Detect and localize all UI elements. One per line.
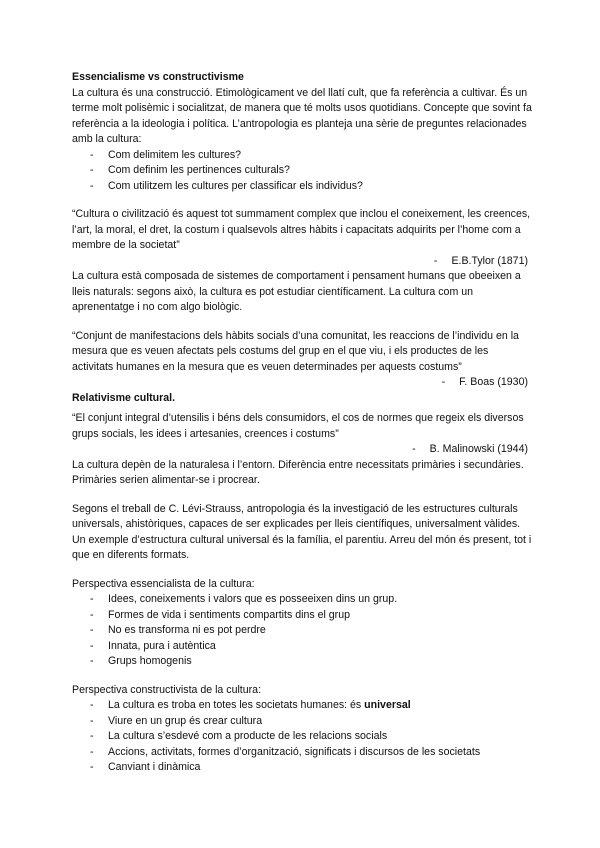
list-item: - La cultura es troba en totes les societats humanes: és universal [72, 698, 532, 714]
list-item: - Com delimitem les cultures? [72, 148, 532, 164]
list-item: - La cultura s’esdevé com a producte de les relacions socials [72, 729, 532, 745]
list-item: - Canviant i dinàmica [72, 760, 532, 776]
list-item: - No es transforma ni es pot perdre [72, 623, 532, 639]
intro-paragraph: La cultura és una construcció. Etimològicament ve del llatí cult, que fa referència a cultivar. És un terme molt polisèmic i socialitzat, de manera que té molts usos quotidians. Concepte que sovint fa referència a la ideologia i política. L’antropologia es planteja una sèrie de preguntes relacionades amb la cultura: [72, 86, 532, 145]
citation-malinowski: - B. Malinowski (1944) [412, 443, 528, 455]
list-item: - Accions, activitats, formes d’organització, significats i discursos de les societats [72, 745, 532, 761]
paragraph-natural-laws: La cultura està composada de sistemes de comportament i pensament humans que obeeixen a lleis naturals: segons això, la cultura es pot estudiar científicament. La cultura com un aprenentatge i no com algo biològic. [72, 270, 521, 313]
paragraph-family: Un exemple d’estructura cultural universal és la família, el parentiu. Arreu del món és present, tot i que en diferents formats. [72, 533, 532, 561]
quote-malinowski: “El conjunt integral d’utensilis i béns dels consumidors, el cos de normes que regeix els diversos grups socials, les idees i artesanies, creences i costums” [72, 412, 524, 440]
list-item: - Grups homogenis [72, 654, 532, 670]
list-item: - Formes de vida i sentiments compartits dins el grup [72, 608, 532, 624]
document-page [72, 70, 532, 776]
list-item: - Innata, pura i autèntica [72, 639, 532, 655]
list-item: - Idees, coneixements i valors que es posseeixen dins un grup. [72, 592, 532, 608]
constructivist-list [72, 698, 532, 776]
paragraph-environment: La cultura depèn de la naturalesa i l’entorn. Diferència entre necessitats primàries i secundàries. Primàries serien alimentar-se i procrear. [72, 458, 524, 486]
citation-boas: - F. Boas (1930) [441, 376, 528, 388]
paragraph-levi-strauss: Segons el treball de C. Lévi-Strauss, antropologia és la investigació de les estructures culturals universals, ahistòriques, capaces de ser explicades per lleis científiques, universalment vàlides. [72, 502, 521, 530]
essentialist-list [72, 592, 532, 670]
universal-emphasis: universal [364, 699, 411, 711]
essentialist-title: Perspectiva essencialista de la cultura: [72, 577, 255, 590]
section-heading-essentialism: Essencialisme vs constructivisme [72, 71, 244, 83]
citation-tylor: - E.B.Tylor (1871) [433, 254, 528, 267]
list-item: - Com definim les pertinences culturals? [72, 163, 532, 179]
questions-list [72, 148, 532, 195]
constructivist-title: Perspectiva constructivista de la cultura: [72, 683, 262, 696]
quote-boas: “Conjunt de manifestacions dels hàbits socials d’una comunitat, les reaccions de l’individu en la mesura que es veuen afectats pels costums del grup en el que viu, i els productes de les activitats humanes en la mesura que es veuen determinades per aquests costums” [72, 329, 519, 373]
list-item: - Com utilitzem les cultures per classificar els individus? [72, 179, 532, 195]
list-item: - Viure en un grup és crear cultura [72, 714, 532, 730]
quote-tylor: “Cultura o civilització és aquest tot summament complex que inclou el coneixement, les creences, l’art, la moral, el dret, la costum i qualsevols altres hàbits i capacitats adquirits per l’home com a membre de la societat” [72, 208, 531, 251]
section-heading-relativism: Relativisme cultural. [72, 391, 176, 404]
